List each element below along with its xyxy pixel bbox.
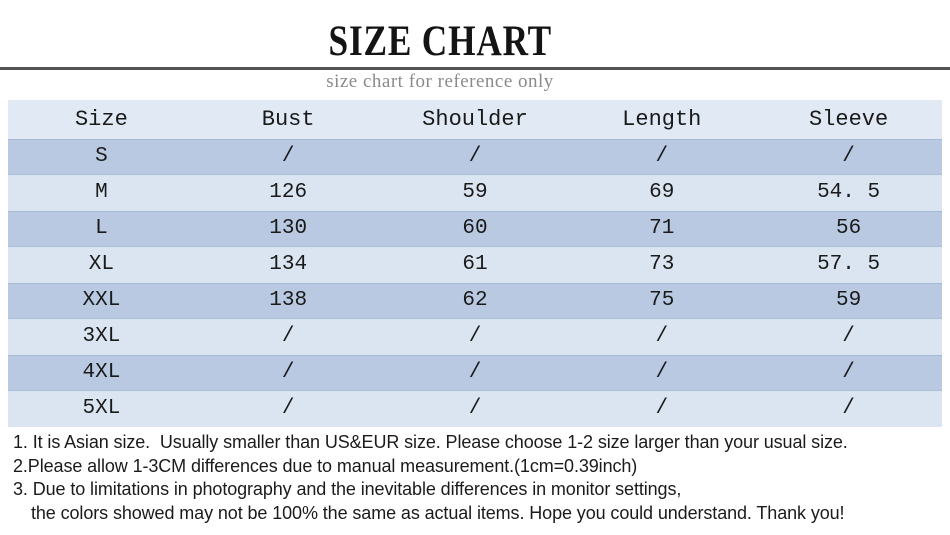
cell-shoulder: 61 [462,253,488,276]
cell-shoulder: / [468,145,482,168]
cell-size: M [95,181,108,204]
table-row-5xl [8,391,942,427]
cell-sleeve: 59 [835,289,862,312]
cell-size: 4XL [82,361,121,384]
table-row-s [8,139,942,175]
cell-size: XXL [82,289,121,312]
table-row-m [8,175,942,211]
cell-length: / [655,325,669,348]
table-header-row [8,100,942,139]
column-header-shoulder: Shoulder [422,107,528,132]
cell-sleeve: / [842,397,855,420]
cell-length: 69 [649,181,675,204]
cell-length: / [655,145,669,168]
divider-line [0,67,950,70]
notes [13,431,943,525]
table-row-xl [8,247,942,283]
cell-length: 75 [649,289,675,312]
table-row-3xl [8,319,942,355]
cell-length: 71 [649,217,675,240]
cell-sleeve: / [842,145,855,168]
cell-size: 3XL [82,325,121,348]
page-subtitle-wrap [0,71,880,93]
note-3-continued: the colors showed may not be 100% the same as actual items. Hope you could understand. Thank you! [31,502,845,523]
column-header-length: Length [622,107,702,132]
note-2: 2.Please allow 1-3CM differences due to manual measurement.(1cm=0.39inch) [13,455,638,476]
page-title: SIZE CHART [328,18,552,65]
note-1: 1. It is Asian size. Usually smaller than US&EUR size. Please choose 1-2 size larger than your usual size. [13,432,848,452]
table-row-4xl [8,355,942,391]
cell-shoulder: / [468,361,482,384]
column-header-bust: Bust [261,107,315,132]
cell-bust: 134 [269,253,308,276]
column-header-size: Size [74,107,128,132]
cell-bust: / [281,325,295,348]
cell-bust: / [281,145,295,168]
table-row-l [8,211,942,247]
cell-size: L [95,217,108,240]
cell-sleeve: 54. 5 [817,181,881,204]
cell-size: XL [88,253,114,276]
cell-shoulder: / [468,325,482,348]
cell-bust: 130 [269,217,308,240]
cell-sleeve: 56 [835,217,862,240]
cell-size: S [95,145,108,168]
column-header-sleeve: Sleeve [808,107,889,132]
page-subtitle: size chart for reference only [326,71,554,92]
note-3: 3. Due to limitations in photography and the inevitable differences in monitor settings, [13,479,682,499]
cell-shoulder: 60 [462,217,488,240]
cell-length: / [655,397,669,420]
cell-bust: / [281,361,295,384]
cell-sleeve: / [842,325,855,348]
cell-bust: / [281,397,295,420]
cell-sleeve: / [842,361,855,384]
cell-bust: 138 [269,289,308,312]
table-row-xxl [8,283,942,319]
cell-shoulder: 62 [462,289,488,312]
size-chart-table [8,100,942,427]
cell-length: 73 [649,253,675,276]
cell-sleeve: 57. 5 [817,253,881,276]
cell-length: / [655,361,669,384]
cell-size: 5XL [82,397,121,420]
cell-shoulder: / [468,397,482,420]
cell-bust: 126 [269,181,308,204]
page-title-wrap [0,20,880,64]
cell-shoulder: 59 [462,181,488,204]
